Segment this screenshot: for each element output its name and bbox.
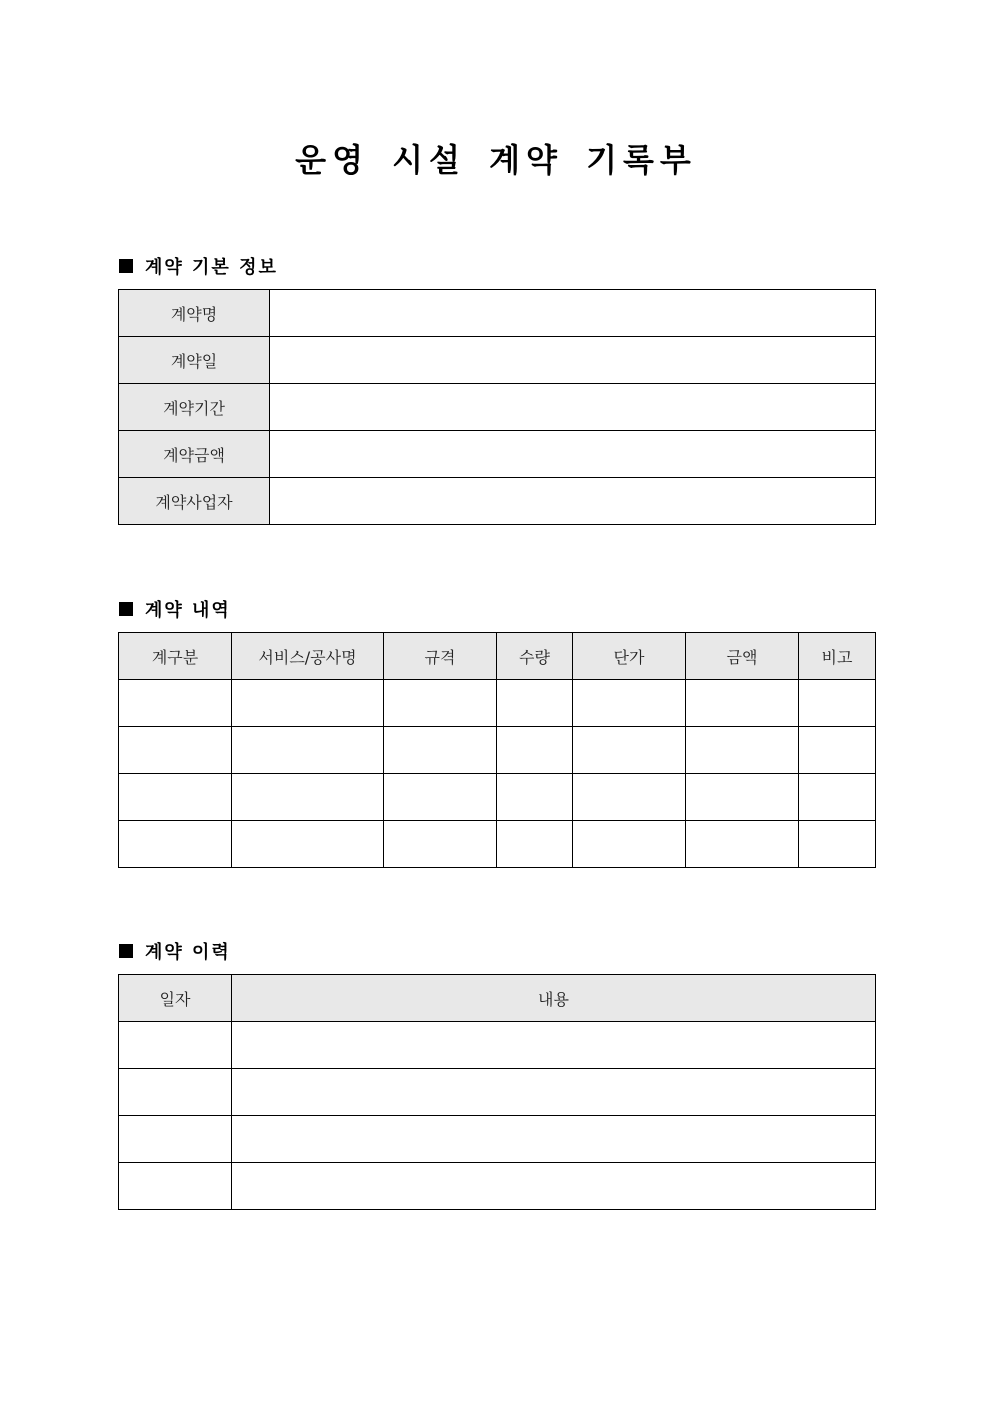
table-cell[interactable] bbox=[686, 680, 799, 727]
table-cell[interactable] bbox=[497, 727, 573, 774]
table-cell[interactable] bbox=[119, 680, 232, 727]
history-heading-text: 계약 이력 bbox=[145, 942, 231, 963]
table-row bbox=[119, 1116, 876, 1163]
column-header-quantity: 수량 bbox=[497, 633, 573, 680]
contract-period-field[interactable] bbox=[270, 384, 876, 431]
contract-amount-label: 계약금액 bbox=[119, 431, 270, 478]
table-cell[interactable] bbox=[119, 1069, 232, 1116]
table-row bbox=[119, 478, 876, 525]
table-row bbox=[119, 1163, 876, 1210]
table-cell[interactable] bbox=[232, 1163, 876, 1210]
table-cell[interactable] bbox=[384, 727, 497, 774]
table-cell[interactable] bbox=[573, 821, 686, 868]
column-header-category: 계구분 bbox=[119, 633, 232, 680]
column-header-remarks: 비고 bbox=[799, 633, 876, 680]
column-header-unit-price: 단가 bbox=[573, 633, 686, 680]
contract-date-field[interactable] bbox=[270, 337, 876, 384]
table-cell[interactable] bbox=[497, 774, 573, 821]
square-bullet-icon bbox=[119, 602, 133, 616]
table-cell[interactable] bbox=[232, 1022, 876, 1069]
table-cell[interactable] bbox=[119, 774, 232, 821]
table-cell[interactable] bbox=[573, 727, 686, 774]
table-row bbox=[119, 431, 876, 478]
column-header-content: 내용 bbox=[232, 975, 876, 1022]
column-header-spec: 규격 bbox=[384, 633, 497, 680]
details-table bbox=[118, 632, 876, 868]
table-cell[interactable] bbox=[384, 774, 497, 821]
table-header-row bbox=[119, 633, 876, 680]
column-header-amount: 금액 bbox=[686, 633, 799, 680]
table-cell[interactable] bbox=[119, 727, 232, 774]
table-row bbox=[119, 1022, 876, 1069]
table-cell[interactable] bbox=[686, 727, 799, 774]
table-row bbox=[119, 1069, 876, 1116]
table-cell[interactable] bbox=[384, 821, 497, 868]
table-row bbox=[119, 680, 876, 727]
square-bullet-icon bbox=[119, 259, 133, 273]
contract-name-label: 계약명 bbox=[119, 290, 270, 337]
table-header-row bbox=[119, 975, 876, 1022]
column-header-date: 일자 bbox=[119, 975, 232, 1022]
column-header-service-name: 서비스/공사명 bbox=[232, 633, 384, 680]
details-heading bbox=[119, 596, 231, 622]
table-cell[interactable] bbox=[232, 1069, 876, 1116]
contract-period-label: 계약기간 bbox=[119, 384, 270, 431]
table-cell[interactable] bbox=[497, 680, 573, 727]
table-row bbox=[119, 290, 876, 337]
basic-info-table bbox=[118, 289, 876, 525]
table-cell[interactable] bbox=[119, 1163, 232, 1210]
contract-name-field[interactable] bbox=[270, 290, 876, 337]
contractor-field[interactable] bbox=[270, 478, 876, 525]
table-cell[interactable] bbox=[119, 1116, 232, 1163]
table-cell[interactable] bbox=[573, 680, 686, 727]
table-cell[interactable] bbox=[686, 774, 799, 821]
table-row bbox=[119, 821, 876, 868]
table-row bbox=[119, 727, 876, 774]
document-title: 운영 시설 계약 기록부 bbox=[295, 141, 697, 179]
table-row bbox=[119, 384, 876, 431]
table-cell[interactable] bbox=[799, 774, 876, 821]
table-cell[interactable] bbox=[232, 821, 384, 868]
table-cell[interactable] bbox=[119, 1022, 232, 1069]
table-cell[interactable] bbox=[799, 680, 876, 727]
table-row bbox=[119, 774, 876, 821]
table-cell[interactable] bbox=[119, 821, 232, 868]
contractor-label: 계약사업자 bbox=[119, 478, 270, 525]
table-cell[interactable] bbox=[232, 1116, 876, 1163]
table-cell[interactable] bbox=[232, 680, 384, 727]
table-cell[interactable] bbox=[497, 821, 573, 868]
table-cell[interactable] bbox=[573, 774, 686, 821]
history-heading bbox=[119, 938, 231, 964]
details-heading-text: 계약 내역 bbox=[145, 600, 231, 621]
contract-date-label: 계약일 bbox=[119, 337, 270, 384]
basic-info-heading bbox=[119, 253, 278, 279]
table-row bbox=[119, 337, 876, 384]
contract-amount-field[interactable] bbox=[270, 431, 876, 478]
table-cell[interactable] bbox=[232, 727, 384, 774]
table-cell[interactable] bbox=[799, 727, 876, 774]
table-cell[interactable] bbox=[384, 680, 497, 727]
history-table bbox=[118, 974, 876, 1210]
table-cell[interactable] bbox=[232, 774, 384, 821]
square-bullet-icon bbox=[119, 944, 133, 958]
basic-info-heading-text: 계약 기본 정보 bbox=[145, 257, 278, 278]
table-cell[interactable] bbox=[799, 821, 876, 868]
table-cell[interactable] bbox=[686, 821, 799, 868]
